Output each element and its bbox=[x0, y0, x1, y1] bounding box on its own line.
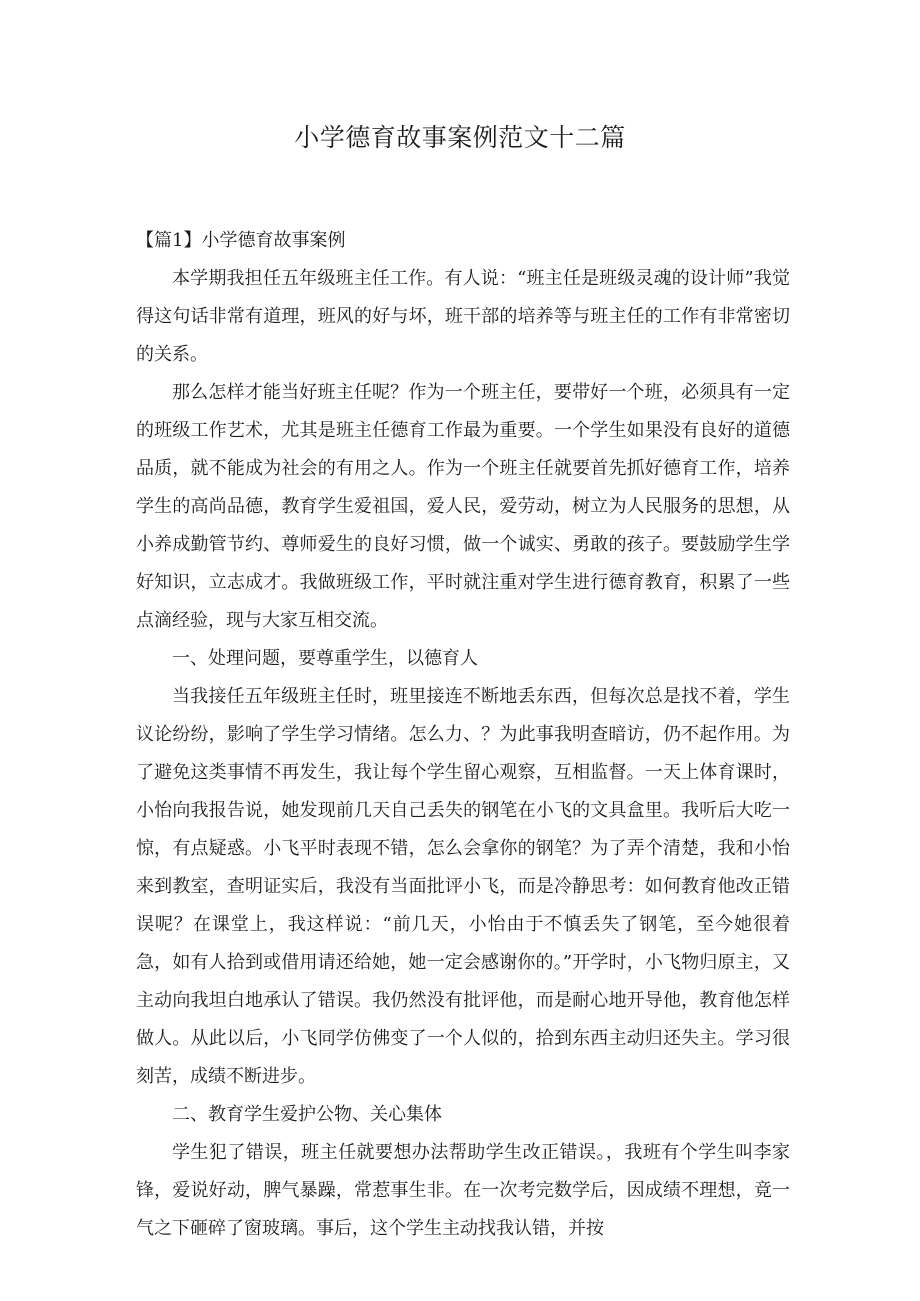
document-body bbox=[136, 222, 790, 1248]
paragraph: 那么怎样才能当好班主任呢？作为一个班主任，要带好一个班，必须具有一定的班级工作艺术，尤其是班主任德育工作最为重要。一个学生如果没有良好的道德品质，就不能成为社会的有用之人。作为一个班主任就要首先抓好德育工作，培养学生的高尚品德，教育学生爱祖国，爱人民，爱劳动，树立为人民服务的思想，从小养成勤管节约、尊师爱生的良好习惯，做一个诚实、勇敢的孩子。要鼓励学生学好知识，立志成才。我做班级工作，平时就注重对学生进行德育教育，积累了一些点滴经验，现与大家互相交流。 bbox=[136, 382, 790, 631]
paragraph: 本学期我担任五年级班主任工作。有人说：“班主任是班级灵魂的设计师”我觉得这句话非常有道理，班风的好与坏，班干部的培养等与班主任的工作有非常密切的关系。 bbox=[136, 268, 790, 365]
paragraph: 当我接任五年级班主任时，班里接连不断地丢东西，但每次总是找不着，学生议论纷纷，影响了学生学习情绪。怎么力、？为此事我明查暗访，仍不起作用。为了避免这类事情不再发生，我让每个学生留心观察，互相监督。一天上体育课时，小怡向我报告说，她发现前几天自己丢失的钢笔在小飞的文具盒里。我听后大吃一惊，有点疑惑。小飞平时表现不错，怎么会拿你的钢笔？为了弄个清楚，我和小怡来到教室，查明证实后，我没有当面批评小飞，而是冷静思考：如何教育他改正错误呢？在课堂上，我这样说：“前几天，小怡由于不慎丢失了钢笔，至今她很着急，如有人拾到或借用请还给她，她一定会感谢你的。”开学时，小飞物归原主，又主动向我坦白地承认了错误。我仍然没有批评他，而是耐心地开导他，教育他怎样做人。从此以后，小飞同学仿佛变了一个人似的，拾到东西主动归还失主。学习很刻苦，成绩不断进步。 bbox=[136, 686, 790, 1087]
subheading: 二、教育学生爱护公物、关心集体 bbox=[172, 1104, 442, 1125]
paragraph: 学生犯了错误，班主任就要想办法帮助学生改正错误。，我班有个学生叫李家锋，爱说好动，脾气暴躁，常惹事生非。在一次考完数学后，因成绩不理想，竟一气之下砸碎了窗玻璃。事后，这个学生主动找我认错，并按 bbox=[136, 1142, 790, 1239]
document-title: 小学德育故事案例范文十二篇 bbox=[294, 123, 626, 152]
section-heading: 【篇1】小学德育故事案例 bbox=[136, 230, 346, 251]
subheading: 一、处理问题，要尊重学生，以德育人 bbox=[172, 648, 478, 669]
